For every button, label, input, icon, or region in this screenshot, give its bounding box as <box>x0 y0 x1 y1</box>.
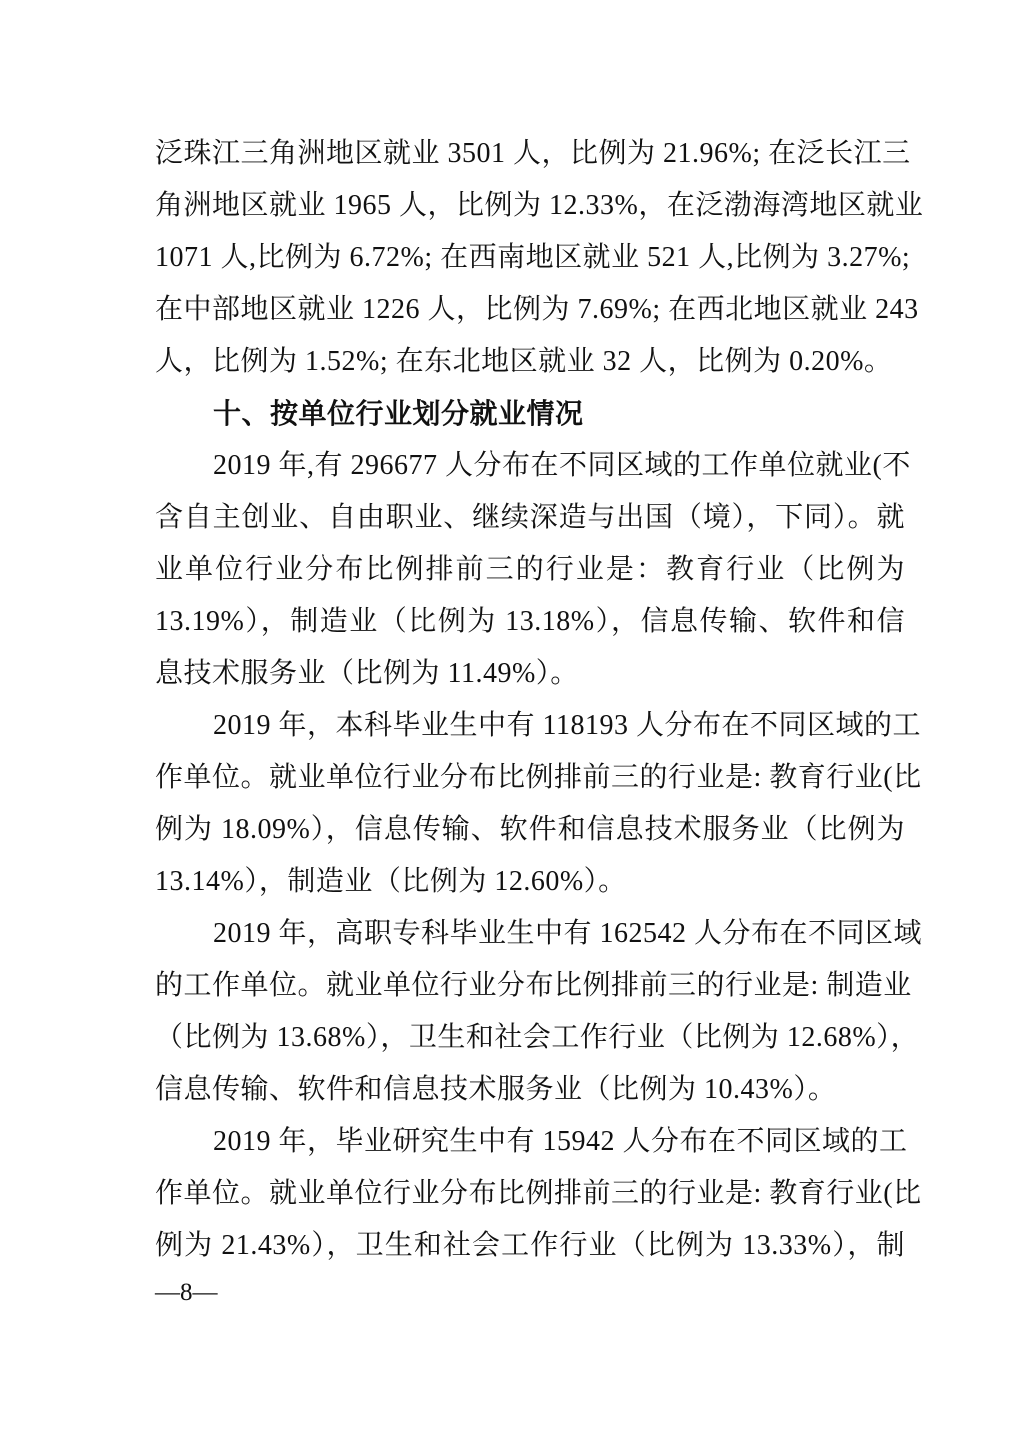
document-body <box>155 128 924 1314</box>
text-line: 人，比例为 1.52%; 在东北地区就业 32 人，比例为 0.20%。 <box>155 346 893 377</box>
text-line: 2019 年,有 296677 人分布在不同区域的工作单位就业(不 <box>213 450 911 481</box>
text-line: 作单位。就业单位行业分布比例排前三的行业是: 教育行业(比 <box>155 762 922 793</box>
text-line: 例为 21.43%），卫生和社会工作行业（比例为 13.33%），制 <box>155 1230 905 1261</box>
text-line: 13.19%），制造业（比例为 13.18%），信息传输、软件和信 <box>155 606 905 637</box>
text-line: 2019 年，毕业研究生中有 15942 人分布在不同区域的工 <box>213 1126 908 1157</box>
text-line: 2019 年，本科毕业生中有 118193 人分布在不同区域的工 <box>213 710 921 741</box>
text-line: （比例为 13.68%），卫生和社会工作行业（比例为 12.68%）， <box>155 1022 920 1053</box>
text-line: 泛珠江三角洲地区就业 3501 人，比例为 21.96%; 在泛长江三 <box>155 138 911 169</box>
section-heading: 十、按单位行业划分就业情况 <box>213 398 584 429</box>
text-line: 作单位。就业单位行业分布比例排前三的行业是: 教育行业(比 <box>155 1178 922 1209</box>
text-line: 2019 年，高职专科毕业生中有 162542 人分布在不同区域 <box>213 918 923 949</box>
text-line: 13.14%），制造业（比例为 12.60%）。 <box>155 866 627 897</box>
text-line: 在中部地区就业 1226 人，比例为 7.69%; 在西北地区就业 243 <box>155 294 919 325</box>
text-line: 含自主创业、自由职业、继续深造与出国（境），下同）。就 <box>155 502 905 533</box>
text-line: 1071 人,比例为 6.72%; 在西南地区就业 521 人,比例为 3.27%; <box>155 242 911 273</box>
text-line: 角洲地区就业 1965 人，比例为 12.33%，在泛渤海湾地区就业 <box>155 190 924 221</box>
text-line: 业单位行业分布比例排前三的行业是：教育行业（比例为 <box>155 554 905 585</box>
text-line: 息技术服务业（比例为 11.49%）。 <box>155 658 579 689</box>
text-line: 信息传输、软件和信息技术服务业（比例为 10.43%）。 <box>155 1074 837 1105</box>
text-line: 例为 18.09%），信息传输、软件和信息技术服务业（比例为 <box>155 814 905 845</box>
text-line: 的工作单位。就业单位行业分布比例排前三的行业是: 制造业 <box>155 970 912 1001</box>
page-number: —8— <box>155 1279 218 1306</box>
